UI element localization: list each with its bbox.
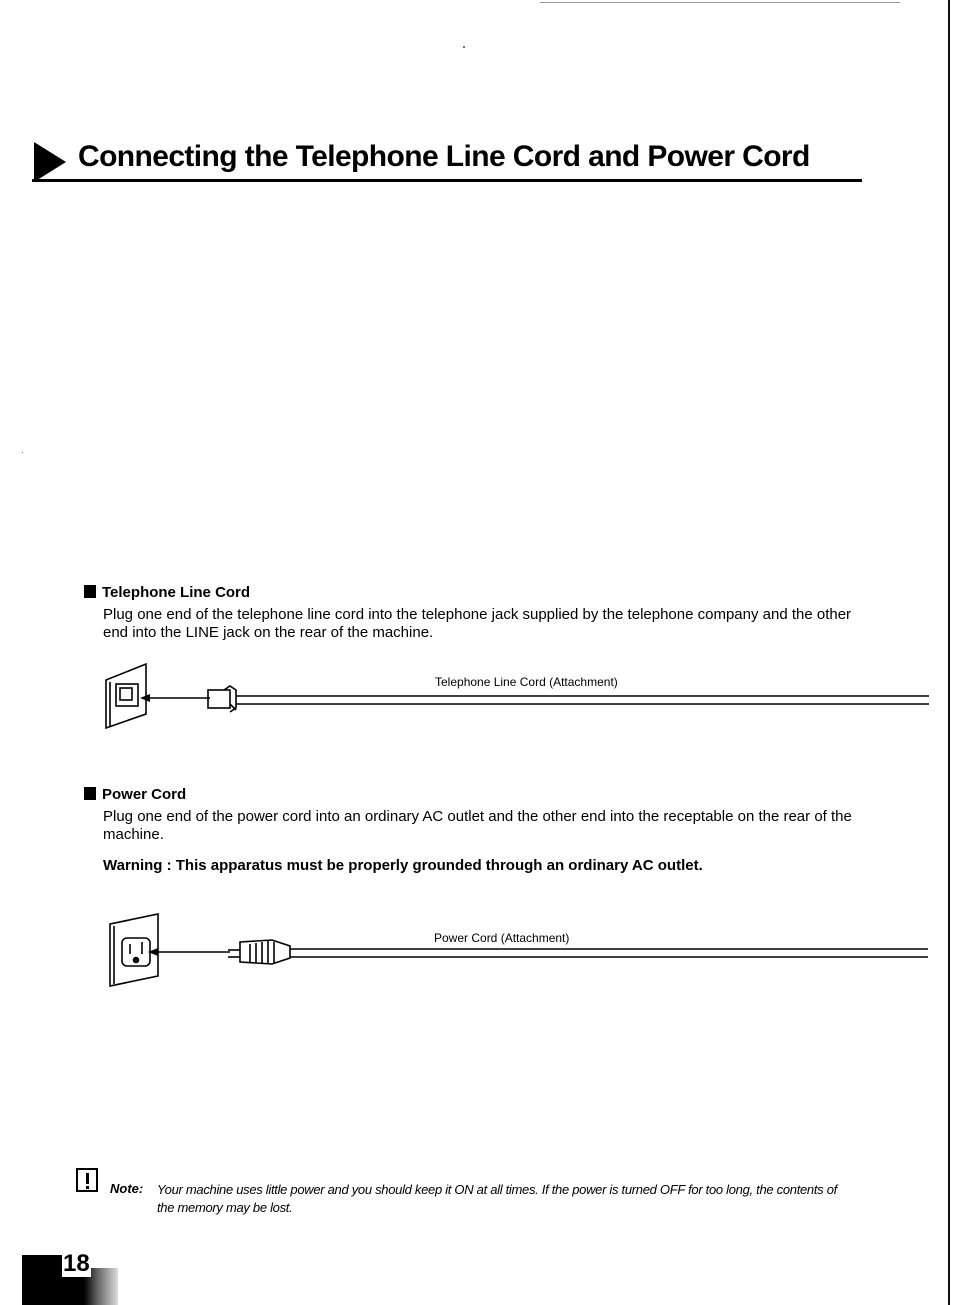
power-heading-text: Power Cord: [102, 786, 187, 803]
telephone-section-heading: [84, 584, 250, 601]
note-icon: [76, 1168, 98, 1192]
grounding-warning: Warning : This apparatus must be properly grounded through an ordinary AC outlet.: [103, 857, 703, 874]
bullet-square-icon: [84, 787, 96, 800]
page-number: 18: [63, 1250, 90, 1277]
power-cord-illustration: [104, 910, 934, 992]
power-instructions: Plug one end of the power cord into an ordinary AC outlet and the other end into the receptable on the rear of the machine.: [103, 808, 852, 843]
telephone-heading-text: Telephone Line Cord: [102, 584, 251, 601]
note-label: Note:: [110, 1181, 144, 1196]
power-plug-icon: [228, 940, 290, 964]
modular-plug-icon: [208, 686, 236, 712]
scan-speck: [22, 452, 23, 453]
note-text: Your machine uses little power and you should keep it ON at all times. If the power is turned OFF for too long, the contents of the memory may be lost.: [157, 1182, 837, 1215]
top-scan-line: [540, 2, 900, 3]
scan-speck: [463, 46, 465, 48]
telephone-cord-illustration: [100, 660, 935, 740]
ac-outlet-icon: [110, 914, 158, 986]
title-arrow-icon: [32, 140, 68, 182]
page-edge: [948, 0, 950, 1305]
power-section-heading: [84, 786, 186, 803]
page-title: Connecting the Telephone Line Cord and Power Cord: [78, 140, 810, 173]
page-title-block: [32, 136, 862, 184]
telephone-cord-caption: Telephone Line Cord (Attachment): [435, 675, 618, 689]
telephone-instructions: Plug one end of the telephone line cord into the telephone jack supplied by the telephone company and the other end into the LINE jack on the rear of the machine.: [103, 606, 852, 641]
bullet-square-icon: [84, 585, 96, 598]
title-underline: [32, 179, 862, 182]
power-cord-caption: Power Cord (Attachment): [434, 931, 570, 945]
wall-jack-icon: [106, 664, 146, 728]
